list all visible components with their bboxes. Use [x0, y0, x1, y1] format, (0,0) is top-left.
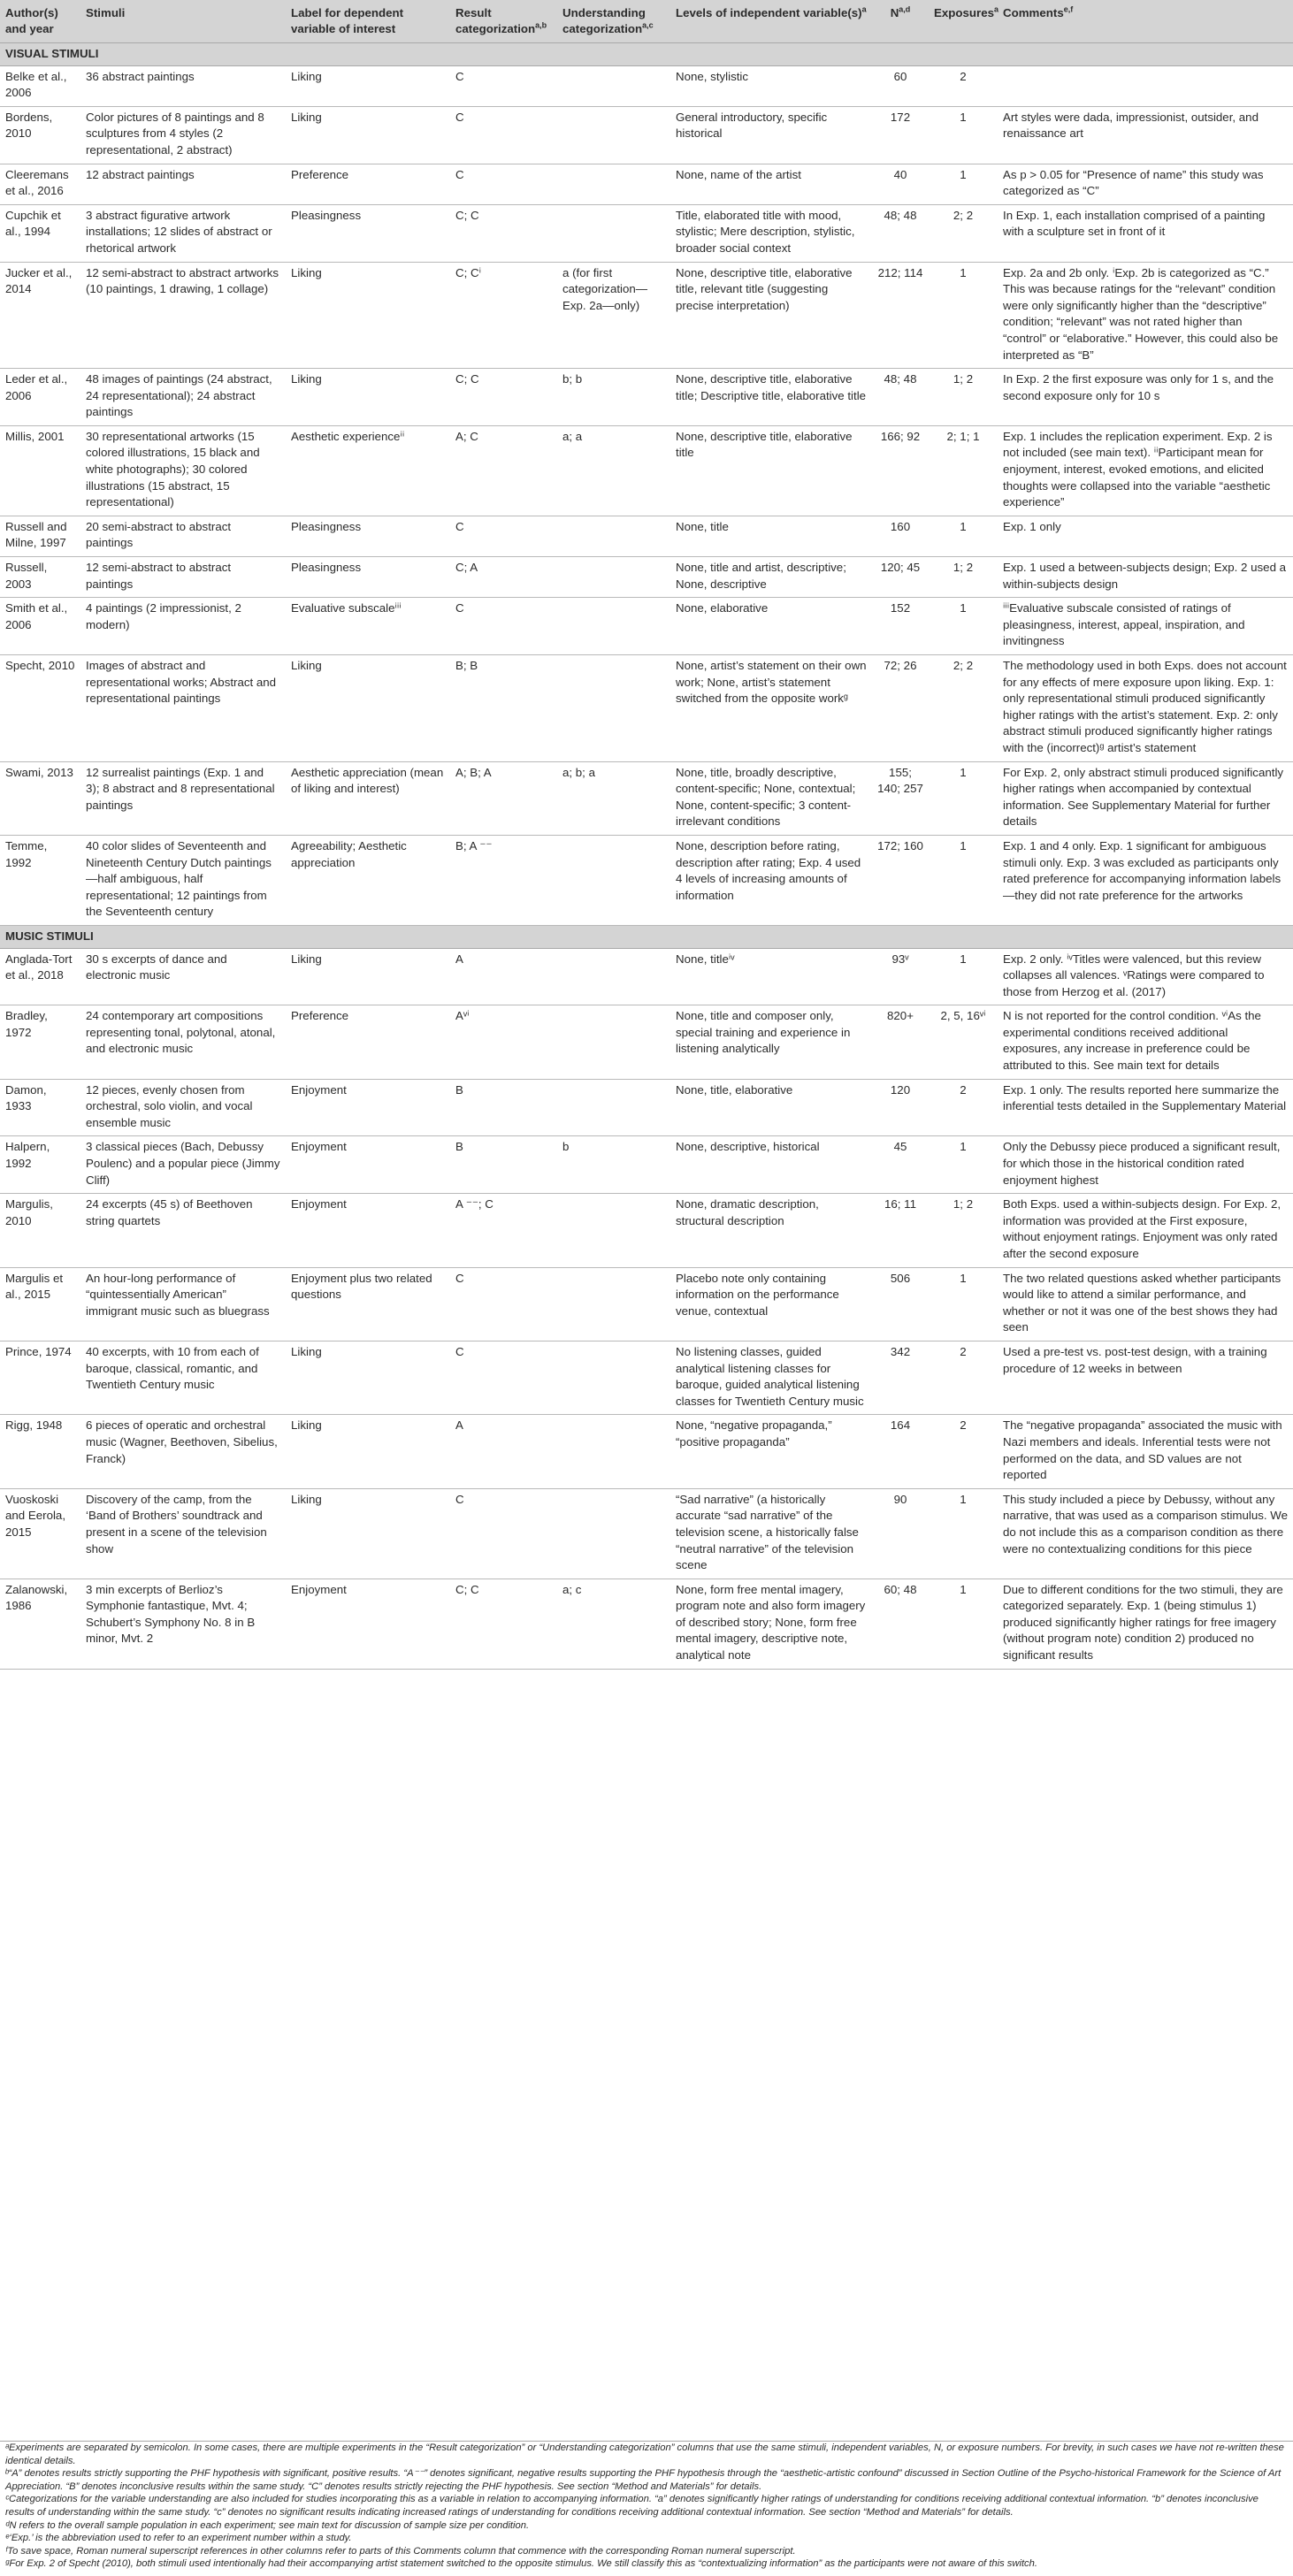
- cell-comments: The “negative propaganda” associated the music with Nazi members and ideals. Inferential tests were not performed on the data, and SD values are not reported: [998, 1415, 1293, 1488]
- cell-exposures: 2: [929, 1415, 998, 1488]
- cell-stimuli: 4 paintings (2 impressionist, 2 modern): [80, 598, 286, 655]
- cell-n: 45: [872, 1136, 929, 1194]
- cell-n: 90: [872, 1488, 929, 1578]
- cell-stimuli: 30 s excerpts of dance and electronic music: [80, 948, 286, 1005]
- cell-levels: None, descriptive title, elaborative title; Descriptive title, elaborative title: [670, 369, 872, 426]
- cell-comments: This study included a piece by Debussy, without any narrative, that was used as a comparison stimulus. We do not include this as a comparison condition as there were no contextualizing conditions for this piece: [998, 1488, 1293, 1578]
- cell-stimuli: 40 color slides of Seventeenth and Nineteenth Century Dutch paintings—half ambiguous, half representational; 12 paintings from the Seventeenth century: [80, 835, 286, 925]
- header-result: Result categorization$^{a,b}$: [450, 0, 557, 43]
- table-row: [0, 948, 1293, 1005]
- cell-exposures: 2; 2: [929, 204, 998, 262]
- cell-author: Anglada-Tort et al., 2018: [0, 948, 80, 1005]
- cell-result: Aᵛⁱ: [450, 1005, 557, 1079]
- cell-n: 820+: [872, 1005, 929, 1079]
- cell-exposures: 1: [929, 598, 998, 655]
- cell-comments: N is not reported for the control condition. ᵛⁱAs the experimental conditions received additional exposures, any increase in preference could be attributed to this. See main text for details: [998, 1005, 1293, 1079]
- cell-n: 506: [872, 1267, 929, 1341]
- cell-understanding: [557, 1341, 670, 1414]
- cell-label: Liking: [286, 262, 450, 369]
- cell-exposures: 1; 2: [929, 1194, 998, 1267]
- cell-label: Liking: [286, 948, 450, 1005]
- cell-exposures: 2: [929, 1079, 998, 1136]
- footnote: ᶜCategorizations for the variable understanding are also included for studies incorporating this as a variable in relation to accompanying information. “a” denotes significantly higher ratings of understanding for conditions receiving additional contextual information. “b” denotes inconclusive results of understanding within the same study. “c” denotes no significant results indicating increased ratings of understanding for conditions receiving additional contextual information. See section “Method and Materials” for details.: [5, 2494, 1259, 2519]
- cell-result: C: [450, 164, 557, 204]
- cell-label: Aesthetic experienceⁱⁱ: [286, 425, 450, 516]
- header-label: Label for dependent variable of interest: [286, 0, 450, 43]
- cell-result: C; A: [450, 557, 557, 598]
- cell-n: 155; 140; 257: [872, 761, 929, 835]
- cell-result: C: [450, 1341, 557, 1414]
- cell-stimuli: 20 semi-abstract to abstract paintings: [80, 516, 286, 556]
- footnote: ᶠTo save space, Roman numeral superscript references in other columns refer to parts of this Comments column that commence with the corresponding Roman numeral superscript.: [5, 2545, 796, 2557]
- cell-result: B; A ⁻⁻: [450, 835, 557, 925]
- cell-author: Cleeremans et al., 2016: [0, 164, 80, 204]
- cell-comments: Art styles were dada, impressionist, outsider, and renaissance art: [998, 106, 1293, 164]
- cell-result: B: [450, 1136, 557, 1194]
- cell-label: Aesthetic appreciation (mean of liking and interest): [286, 761, 450, 835]
- cell-understanding: a; a: [557, 425, 670, 516]
- cell-comments: In Exp. 2 the first exposure was only for 1 s, and the second exposure only for 10 s: [998, 369, 1293, 426]
- header-levels: Levels of independent $variable(s)^a$: [670, 0, 872, 43]
- cell-understanding: b; b: [557, 369, 670, 426]
- cell-stimuli: 40 excerpts, with 10 from each of baroque, classical, romantic, and Twentieth Century music: [80, 1341, 286, 1414]
- cell-result: C; C: [450, 204, 557, 262]
- header-author: Author(s) and year: [0, 0, 80, 43]
- cell-exposures: 1: [929, 948, 998, 1005]
- cell-levels: None, description before rating, description after rating; Exp. 4 used 4 levels of increasing amounts of information: [670, 835, 872, 925]
- cell-author: Vuoskoski and Eerola, 2015: [0, 1488, 80, 1578]
- cell-label: Pleasingness: [286, 204, 450, 262]
- cell-result: C: [450, 106, 557, 164]
- cell-result: A; C: [450, 425, 557, 516]
- table-row: [0, 516, 1293, 556]
- cell-levels: None, titleⁱᵛ: [670, 948, 872, 1005]
- cell-stimuli: Discovery of the camp, from the ‘Band of Brothers’ soundtrack and present in a scene of the television show: [80, 1488, 286, 1578]
- cell-label: Preference: [286, 164, 450, 204]
- cell-label: Enjoyment: [286, 1136, 450, 1194]
- cell-stimuli: 12 pieces, evenly chosen from orchestral, solo violin, and vocal ensemble music: [80, 1079, 286, 1136]
- cell-stimuli: 3 abstract figurative artwork installations; 12 slides of abstract or rhetorical artwork: [80, 204, 286, 262]
- table-row: [0, 1578, 1293, 1669]
- cell-author: Rigg, 1948: [0, 1415, 80, 1488]
- cell-understanding: [557, 1194, 670, 1267]
- cell-stimuli: 3 classical pieces (Bach, Debussy Poulenc) and a popular piece (Jimmy Cliff): [80, 1136, 286, 1194]
- cell-exposures: 2; 2: [929, 655, 998, 762]
- table-row: [0, 655, 1293, 762]
- cell-author: Cupchik et al., 1994: [0, 204, 80, 262]
- cell-n: 60: [872, 65, 929, 106]
- cell-author: Damon, 1933: [0, 1079, 80, 1136]
- cell-n: 160: [872, 516, 929, 556]
- cell-exposures: 1: [929, 761, 998, 835]
- cell-comments: For Exp. 2, only abstract stimuli produced significantly higher ratings when accompanied by contextual information. See Supplementary Material for further details: [998, 761, 1293, 835]
- table-row: [0, 835, 1293, 925]
- cell-exposures: 1; 2: [929, 557, 998, 598]
- cell-levels: None, descriptive title, elaborative title, relevant title (suggesting precise interpretation): [670, 262, 872, 369]
- cell-stimuli: 12 abstract paintings: [80, 164, 286, 204]
- table-row: [0, 1005, 1293, 1079]
- cell-understanding: [557, 1005, 670, 1079]
- cell-label: Agreeability; Aesthetic appreciation: [286, 835, 450, 925]
- table-row: [0, 425, 1293, 516]
- cell-author: Millis, 2001: [0, 425, 80, 516]
- header-exposures: Exposures$^a$: [929, 0, 998, 43]
- cell-understanding: a; b; a: [557, 761, 670, 835]
- table-row: [0, 1136, 1293, 1194]
- cell-levels: None, descriptive, historical: [670, 1136, 872, 1194]
- header-understanding: Understanding categorization$^{a,c}$: [557, 0, 670, 43]
- cell-label: Preference: [286, 1005, 450, 1079]
- cell-comments: Exp. 1 only. The results reported here summarize the inferential tests detailed in the Supplementary Material: [998, 1079, 1293, 1136]
- cell-stimuli: 24 excerpts (45 s) of Beethoven string quartets: [80, 1194, 286, 1267]
- footnote: ᵉ‘Exp.’ is the abbreviation used to refer to an experiment number within a study.: [5, 2533, 352, 2544]
- section-music-stimuli: MUSIC STIMULI: [0, 925, 1293, 948]
- cell-exposures: 1: [929, 164, 998, 204]
- cell-comments: Only the Debussy piece produced a significant result, for which those in the historical condition rated enjoyment highest: [998, 1136, 1293, 1194]
- cell-result: A: [450, 1415, 557, 1488]
- cell-levels: None, title and composer only, special training and experience in listening analytically: [670, 1005, 872, 1079]
- cell-exposures: 1: [929, 262, 998, 369]
- cell-levels: None, title, broadly descriptive, content-specific; None, contextual; None, content-specific; 3 content-irrelevant conditions: [670, 761, 872, 835]
- cell-result: B: [450, 1079, 557, 1136]
- table-row: [0, 262, 1293, 369]
- cell-stimuli: 24 contemporary art compositions representing tonal, polytonal, atonal, and electronic music: [80, 1005, 286, 1079]
- cell-author: Prince, 1974: [0, 1341, 80, 1414]
- cell-understanding: [557, 948, 670, 1005]
- cell-author: Halpern, 1992: [0, 1136, 80, 1194]
- table-row: [0, 1194, 1293, 1267]
- cell-exposures: 1: [929, 516, 998, 556]
- cell-understanding: [557, 65, 670, 106]
- cell-author: Bordens, 2010: [0, 106, 80, 164]
- cell-label: Enjoyment: [286, 1578, 450, 1669]
- cell-n: 48; 48: [872, 369, 929, 426]
- cell-author: Russell and Milne, 1997: [0, 516, 80, 556]
- cell-stimuli: An hour-long performance of “quintessentially American” immigrant music such as bluegrass: [80, 1267, 286, 1341]
- cell-n: 172; 160: [872, 835, 929, 925]
- cell-levels: None, title: [670, 516, 872, 556]
- cell-levels: None, dramatic description, structural description: [670, 1194, 872, 1267]
- cell-n: 152: [872, 598, 929, 655]
- cell-comments: The methodology used in both Exps. does not account for any effects of mere exposure upon liking. Exp. 1: only representational stimuli produced significantly higher ratings with the artist’s statement. Exp. 2: only abstract stimuli produced significantly higher ratings with the (incorrect)ᵍ artist’s statement: [998, 655, 1293, 762]
- cell-author: Leder et al., 2006: [0, 369, 80, 426]
- cell-result: A; B; A: [450, 761, 557, 835]
- cell-comments: Exp. 1 includes the replication experiment. Exp. 2 is not included (see main text). ⁱⁱParticipant mean for enjoyment, interest, evoked emotions, and elicited thoughts were collapsed into the variable “aesthetic experience”: [998, 425, 1293, 516]
- cell-levels: None, stylistic: [670, 65, 872, 106]
- cell-stimuli: 12 surrealist paintings (Exp. 1 and 3); 8 abstract and 8 representational paintings: [80, 761, 286, 835]
- cell-n: 120; 45: [872, 557, 929, 598]
- cell-n: 120: [872, 1079, 929, 1136]
- cell-exposures: 1: [929, 106, 998, 164]
- cell-understanding: [557, 598, 670, 655]
- cell-comments: In Exp. 1, each installation comprised of a painting with a sculpture set in front of it: [998, 204, 1293, 262]
- footnote: ᵃExperiments are separated by semicolon. In some cases, there are multiple experiments in the “Result categorization” or “Understanding categorization” columns that use the same stimuli, independent variables, N, or exposure numbers. For brevity, in such cases we have not re-written these identical details.: [5, 2442, 1284, 2466]
- cell-result: C: [450, 598, 557, 655]
- table-footnotes: [0, 2441, 1293, 2576]
- cell-comments: As p > 0.05 for “Presence of name” this study was categorized as “C”: [998, 164, 1293, 204]
- cell-n: 60; 48: [872, 1578, 929, 1669]
- cell-exposures: 2: [929, 65, 998, 106]
- table-row: [0, 1341, 1293, 1414]
- cell-author: Margulis, 2010: [0, 1194, 80, 1267]
- header-n: N$^{a,d}$: [872, 0, 929, 43]
- table-row: [0, 65, 1293, 106]
- cell-label: Enjoyment: [286, 1194, 450, 1267]
- cell-understanding: [557, 557, 670, 598]
- footnote: ᵍFor Exp. 2 of Specht (2010), both stimuli used intentionally had their accompanying artist statement switched to the opposite stimulus. We still classify this as “contextualizing information” as the participants were not aware of this switch.: [5, 2558, 1037, 2570]
- cell-label: Liking: [286, 65, 450, 106]
- table-row: [0, 369, 1293, 426]
- cell-understanding: a; c: [557, 1578, 670, 1669]
- cell-n: 40: [872, 164, 929, 204]
- cell-understanding: [557, 1079, 670, 1136]
- cell-levels: None, descriptive title, elaborative title: [670, 425, 872, 516]
- cell-comments: Exp. 2 only. ⁱᵛTitles were valenced, but this review collapses all valences. ᵛRatings were compared to those from Herzog et al. (2017): [998, 948, 1293, 1005]
- cell-comments: Due to different conditions for the two stimuli, they are categorized separately. Exp. 1 (being stimulus 1) produced significantly higher ratings for free imagery (without program note) condition 2) produced no significant results: [998, 1578, 1293, 1669]
- cell-exposures: 1: [929, 1136, 998, 1194]
- section-visual-stimuli: VISUAL STIMULI: [0, 43, 1293, 66]
- music-stimuli-body: [0, 925, 1293, 1669]
- cell-understanding: [557, 655, 670, 762]
- table-row: [0, 761, 1293, 835]
- cell-stimuli: Color pictures of 8 paintings and 8 sculptures from 4 styles (2 representational, 2 abstract): [80, 106, 286, 164]
- cell-author: Margulis et al., 2015: [0, 1267, 80, 1341]
- cell-understanding: b: [557, 1136, 670, 1194]
- cell-n: 212; 114: [872, 262, 929, 369]
- cell-n: 172: [872, 106, 929, 164]
- cell-stimuli: Images of abstract and representational works; Abstract and representational paintings: [80, 655, 286, 762]
- cell-comments: Exp. 1 only: [998, 516, 1293, 556]
- cell-understanding: [557, 516, 670, 556]
- cell-author: Swami, 2013: [0, 761, 80, 835]
- cell-n: 72; 26: [872, 655, 929, 762]
- cell-comments: ⁱⁱⁱEvaluative subscale consisted of ratings of pleasingness, interest, appeal, inspiration, and invitingness: [998, 598, 1293, 655]
- cell-levels: Placebo note only containing information on the performance venue, contextual: [670, 1267, 872, 1341]
- cell-result: A: [450, 948, 557, 1005]
- visual-stimuli-body: [0, 43, 1293, 926]
- cell-n: 93ᵛ: [872, 948, 929, 1005]
- cell-understanding: [557, 835, 670, 925]
- cell-result: C: [450, 1488, 557, 1578]
- cell-result: C; C: [450, 1578, 557, 1669]
- cell-author: Bradley, 1972: [0, 1005, 80, 1079]
- cell-n: 48; 48: [872, 204, 929, 262]
- cell-n: 164: [872, 1415, 929, 1488]
- cell-result: C: [450, 1267, 557, 1341]
- table-row: [0, 204, 1293, 262]
- cell-n: 166; 92: [872, 425, 929, 516]
- cell-levels: None, form free mental imagery, program note and also form imagery of described story; None, form free mental imagery, descriptive note, analytical note: [670, 1578, 872, 1669]
- cell-understanding: [557, 1267, 670, 1341]
- cell-author: Specht, 2010: [0, 655, 80, 762]
- cell-levels: None, elaborative: [670, 598, 872, 655]
- cell-exposures: 1: [929, 1267, 998, 1341]
- cell-understanding: [557, 164, 670, 204]
- table-row: [0, 598, 1293, 655]
- table-row: [0, 164, 1293, 204]
- cell-label: Enjoyment: [286, 1079, 450, 1136]
- cell-label: Enjoyment plus two related questions: [286, 1267, 450, 1341]
- footnote: ᵈN refers to the overall sample population in each experiment; see main text for discussion of sample size per condition.: [5, 2519, 530, 2531]
- table-header: [0, 0, 1293, 43]
- cell-stimuli: 12 semi-abstract to abstract paintings: [80, 557, 286, 598]
- cell-result: A ⁻⁻; C: [450, 1194, 557, 1267]
- cell-understanding: [557, 1415, 670, 1488]
- footnote: ᵇ“A” denotes results strictly supporting the PHF hypothesis with significant, positive results. “A⁻⁻” denotes significant, negative results supporting the PHF hypothesis through the “aesthetic-artistic confound” discussed in Section Outline of the Psycho-historical Framework for the Science of Art Appreciation. “B” denotes inconclusive results within the same study. “C” denotes results strictly rejecting the PHF hypothesis. See section “Method and Materials” for details.: [5, 2468, 1282, 2492]
- cell-understanding: [557, 106, 670, 164]
- cell-levels: No listening classes, guided analytical listening classes for baroque, guided analytical listening classes for Twentieth Century music: [670, 1341, 872, 1414]
- cell-stimuli: 30 representational artworks (15 colored illustrations, 15 black and white photographs); 30 colored illustrations (15 abstract, 15 representational): [80, 425, 286, 516]
- cell-exposures: 2, 5, 16ᵛⁱ: [929, 1005, 998, 1079]
- cell-comments: Exp. 1 and 4 only. Exp. 1 significant for ambiguous stimuli only. Exp. 3 was excluded as participants only rated preference for accompanying information labels—they did not rate preference for the artworks: [998, 835, 1293, 925]
- cell-label: Pleasingness: [286, 516, 450, 556]
- cell-exposures: 1; 2: [929, 369, 998, 426]
- cell-result: C; C: [450, 369, 557, 426]
- table-row: [0, 557, 1293, 598]
- cell-label: Liking: [286, 1488, 450, 1578]
- cell-levels: None, name of the artist: [670, 164, 872, 204]
- cell-understanding: [557, 204, 670, 262]
- cell-exposures: 1: [929, 1578, 998, 1669]
- header-stimuli: Stimuli: [80, 0, 286, 43]
- cell-label: Evaluative subscaleⁱⁱⁱ: [286, 598, 450, 655]
- table-row: [0, 1079, 1293, 1136]
- cell-stimuli: 36 abstract paintings: [80, 65, 286, 106]
- cell-author: Smith et al., 2006: [0, 598, 80, 655]
- cell-levels: None, title and artist, descriptive; None, descriptive: [670, 557, 872, 598]
- cell-label: Pleasingness: [286, 557, 450, 598]
- cell-exposures: 1: [929, 835, 998, 925]
- cell-result: C: [450, 65, 557, 106]
- cell-n: 342: [872, 1341, 929, 1414]
- cell-exposures: 1: [929, 1488, 998, 1578]
- cell-levels: “Sad narrative” (a historically accurate “sad narrative” of the television scene, a historically false “neutral narrative” of the television scene: [670, 1488, 872, 1578]
- cell-comments: Both Exps. used a within-subjects design. For Exp. 2, information was provided at the First exposure, without enjoyment ratings. Enjoyment was only rated after the second exposure: [998, 1194, 1293, 1267]
- cell-comments: [998, 65, 1293, 106]
- cell-n: 16; 11: [872, 1194, 929, 1267]
- cell-comments: Used a pre-test vs. post-test design, with a training procedure of 12 weeks in between: [998, 1341, 1293, 1414]
- cell-stimuli: 6 pieces of operatic and orchestral music (Wagner, Beethoven, Sibelius, Franck): [80, 1415, 286, 1488]
- cell-levels: Title, elaborated title with mood, stylistic; Mere description, stylistic, broader social context: [670, 204, 872, 262]
- cell-levels: None, artist’s statement on their own work; None, artist’s statement switched from the opposite workᵍ: [670, 655, 872, 762]
- cell-understanding: [557, 1488, 670, 1578]
- table-row: [0, 1267, 1293, 1341]
- cell-label: Liking: [286, 369, 450, 426]
- cell-author: Jucker et al., 2014: [0, 262, 80, 369]
- cell-comments: Exp. 2a and 2b only. ⁱExp. 2b is categorized as “C.” This was because ratings for the “relevant” condition were only significantly higher than the “descriptive” condition; “relevant” was not rated higher than “control” or “elaborative.” However, this could also be interpreted as “B”: [998, 262, 1293, 369]
- table-row: [0, 106, 1293, 164]
- cell-author: Zalanowski, 1986: [0, 1578, 80, 1669]
- cell-exposures: 2: [929, 1341, 998, 1414]
- cell-comments: Exp. 1 used a between-subjects design; Exp. 2 used a within-subjects design: [998, 557, 1293, 598]
- cell-author: Belke et al., 2006: [0, 65, 80, 106]
- table-row: [0, 1415, 1293, 1488]
- cell-stimuli: 48 images of paintings (24 abstract, 24 representational); 24 abstract paintings: [80, 369, 286, 426]
- cell-stimuli: 3 min excerpts of Berlioz’s Symphonie fantastique, Mvt. 4; Schubert’s Symphony No. 8 in B minor, Mvt. 2: [80, 1578, 286, 1669]
- cell-levels: None, title, elaborative: [670, 1079, 872, 1136]
- cell-levels: General introductory, specific historical: [670, 106, 872, 164]
- header-comments: Comments$^{e,f}$: [998, 0, 1293, 43]
- cell-label: Liking: [286, 1341, 450, 1414]
- cell-exposures: 2; 1; 1: [929, 425, 998, 516]
- cell-comments: The two related questions asked whether participants would like to attend a similar performance, and whether or not it was one of the best shows they had seen: [998, 1267, 1293, 1341]
- cell-result: C; Cⁱ: [450, 262, 557, 369]
- cell-author: Russell, 2003: [0, 557, 80, 598]
- table-row: [0, 1488, 1293, 1578]
- cell-result: B; B: [450, 655, 557, 762]
- cell-levels: None, “negative propaganda,” “positive propaganda”: [670, 1415, 872, 1488]
- cell-author: Temme, 1992: [0, 835, 80, 925]
- cell-result: C: [450, 516, 557, 556]
- cell-stimuli: 12 semi-abstract to abstract artworks (10 paintings, 1 drawing, 1 collage): [80, 262, 286, 369]
- cell-label: Liking: [286, 1415, 450, 1488]
- cell-label: Liking: [286, 106, 450, 164]
- cell-label: Liking: [286, 655, 450, 762]
- cell-understanding: a (for first categorization—Exp. 2a—only): [557, 262, 670, 369]
